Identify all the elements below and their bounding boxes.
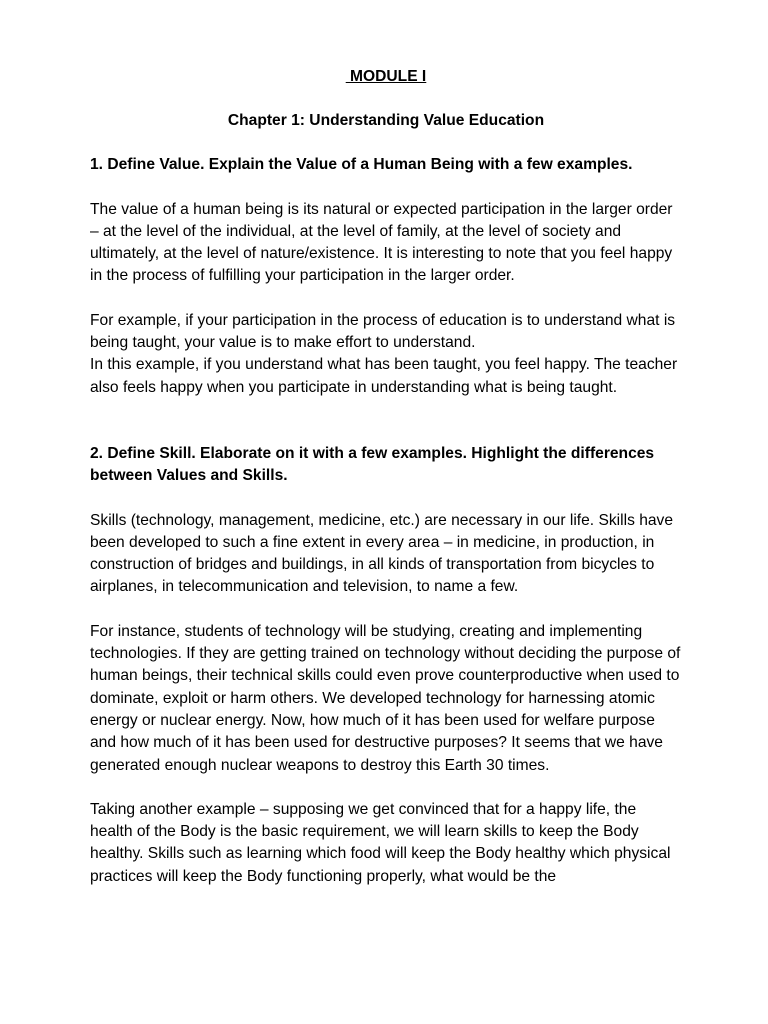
question-2-paragraph-1: Skills (technology, management, medicine, etc.) are necessary in our life. Skills have been developed to such a fine extent in every area – in medicine, in production, in construction of bridges and buildings, in all kinds of transportation from bicycles to airplanes, in telecommunication and television, to name a few. xyxy=(90,511,674,596)
question-1-paragraph-3: In this example, if you understand what has been taught, you feel happy. The teacher also feels happy when you participate in understanding what is being taught. xyxy=(90,356,678,396)
question-2-paragraph-3: Taking another example – supposing we get convinced that for a happy life, the health of the Body is the basic requirement, we will learn skills to keep the Body healthy. Skills such as learning which food will keep the Body healthy which physical practices will keep the Body functioning properly, what would be the xyxy=(90,800,671,885)
question-1-heading: 1. Define Value. Explain the Value of a Human Being with a few examples. xyxy=(90,156,633,174)
question-1-paragraph-2: For example, if your participation in the process of education is to understand what is being taught, your value is to make effort to understand. xyxy=(90,311,676,352)
question-1-paragraph-1: The value of a human being is its natural or expected participation in the larger order – at the level of the individual, at the level of family, at the level of society and ultimately, at the level of nature/existence. It is interesting to note that you feel happy in the process of fulfilling your participation in the larger order. xyxy=(90,200,673,285)
question-2-paragraph-2: For instance, students of technology will be studying, creating and implementing technologies. If they are getting trained on technology without deciding the purpose of human beings, their technical skills could even prove counterproductive when used to dominate, exploit or harm others. We developed technology for harnessing atomic energy or nuclear energy. Now, how much of it has been used for welfare purpose and how much of it has been used for destructive purposes? It seems that we have generated enough nuclear weapons to destroy this Earth 30 times. xyxy=(90,622,681,774)
module-title: MODULE I xyxy=(345,68,427,85)
question-2-heading: 2. Define Skill. Elaborate on it with a few examples. Highlight the differences between Values and Skills. xyxy=(90,444,655,485)
document-page xyxy=(90,66,682,888)
chapter-title: Chapter 1: Understanding Value Education xyxy=(227,112,545,129)
